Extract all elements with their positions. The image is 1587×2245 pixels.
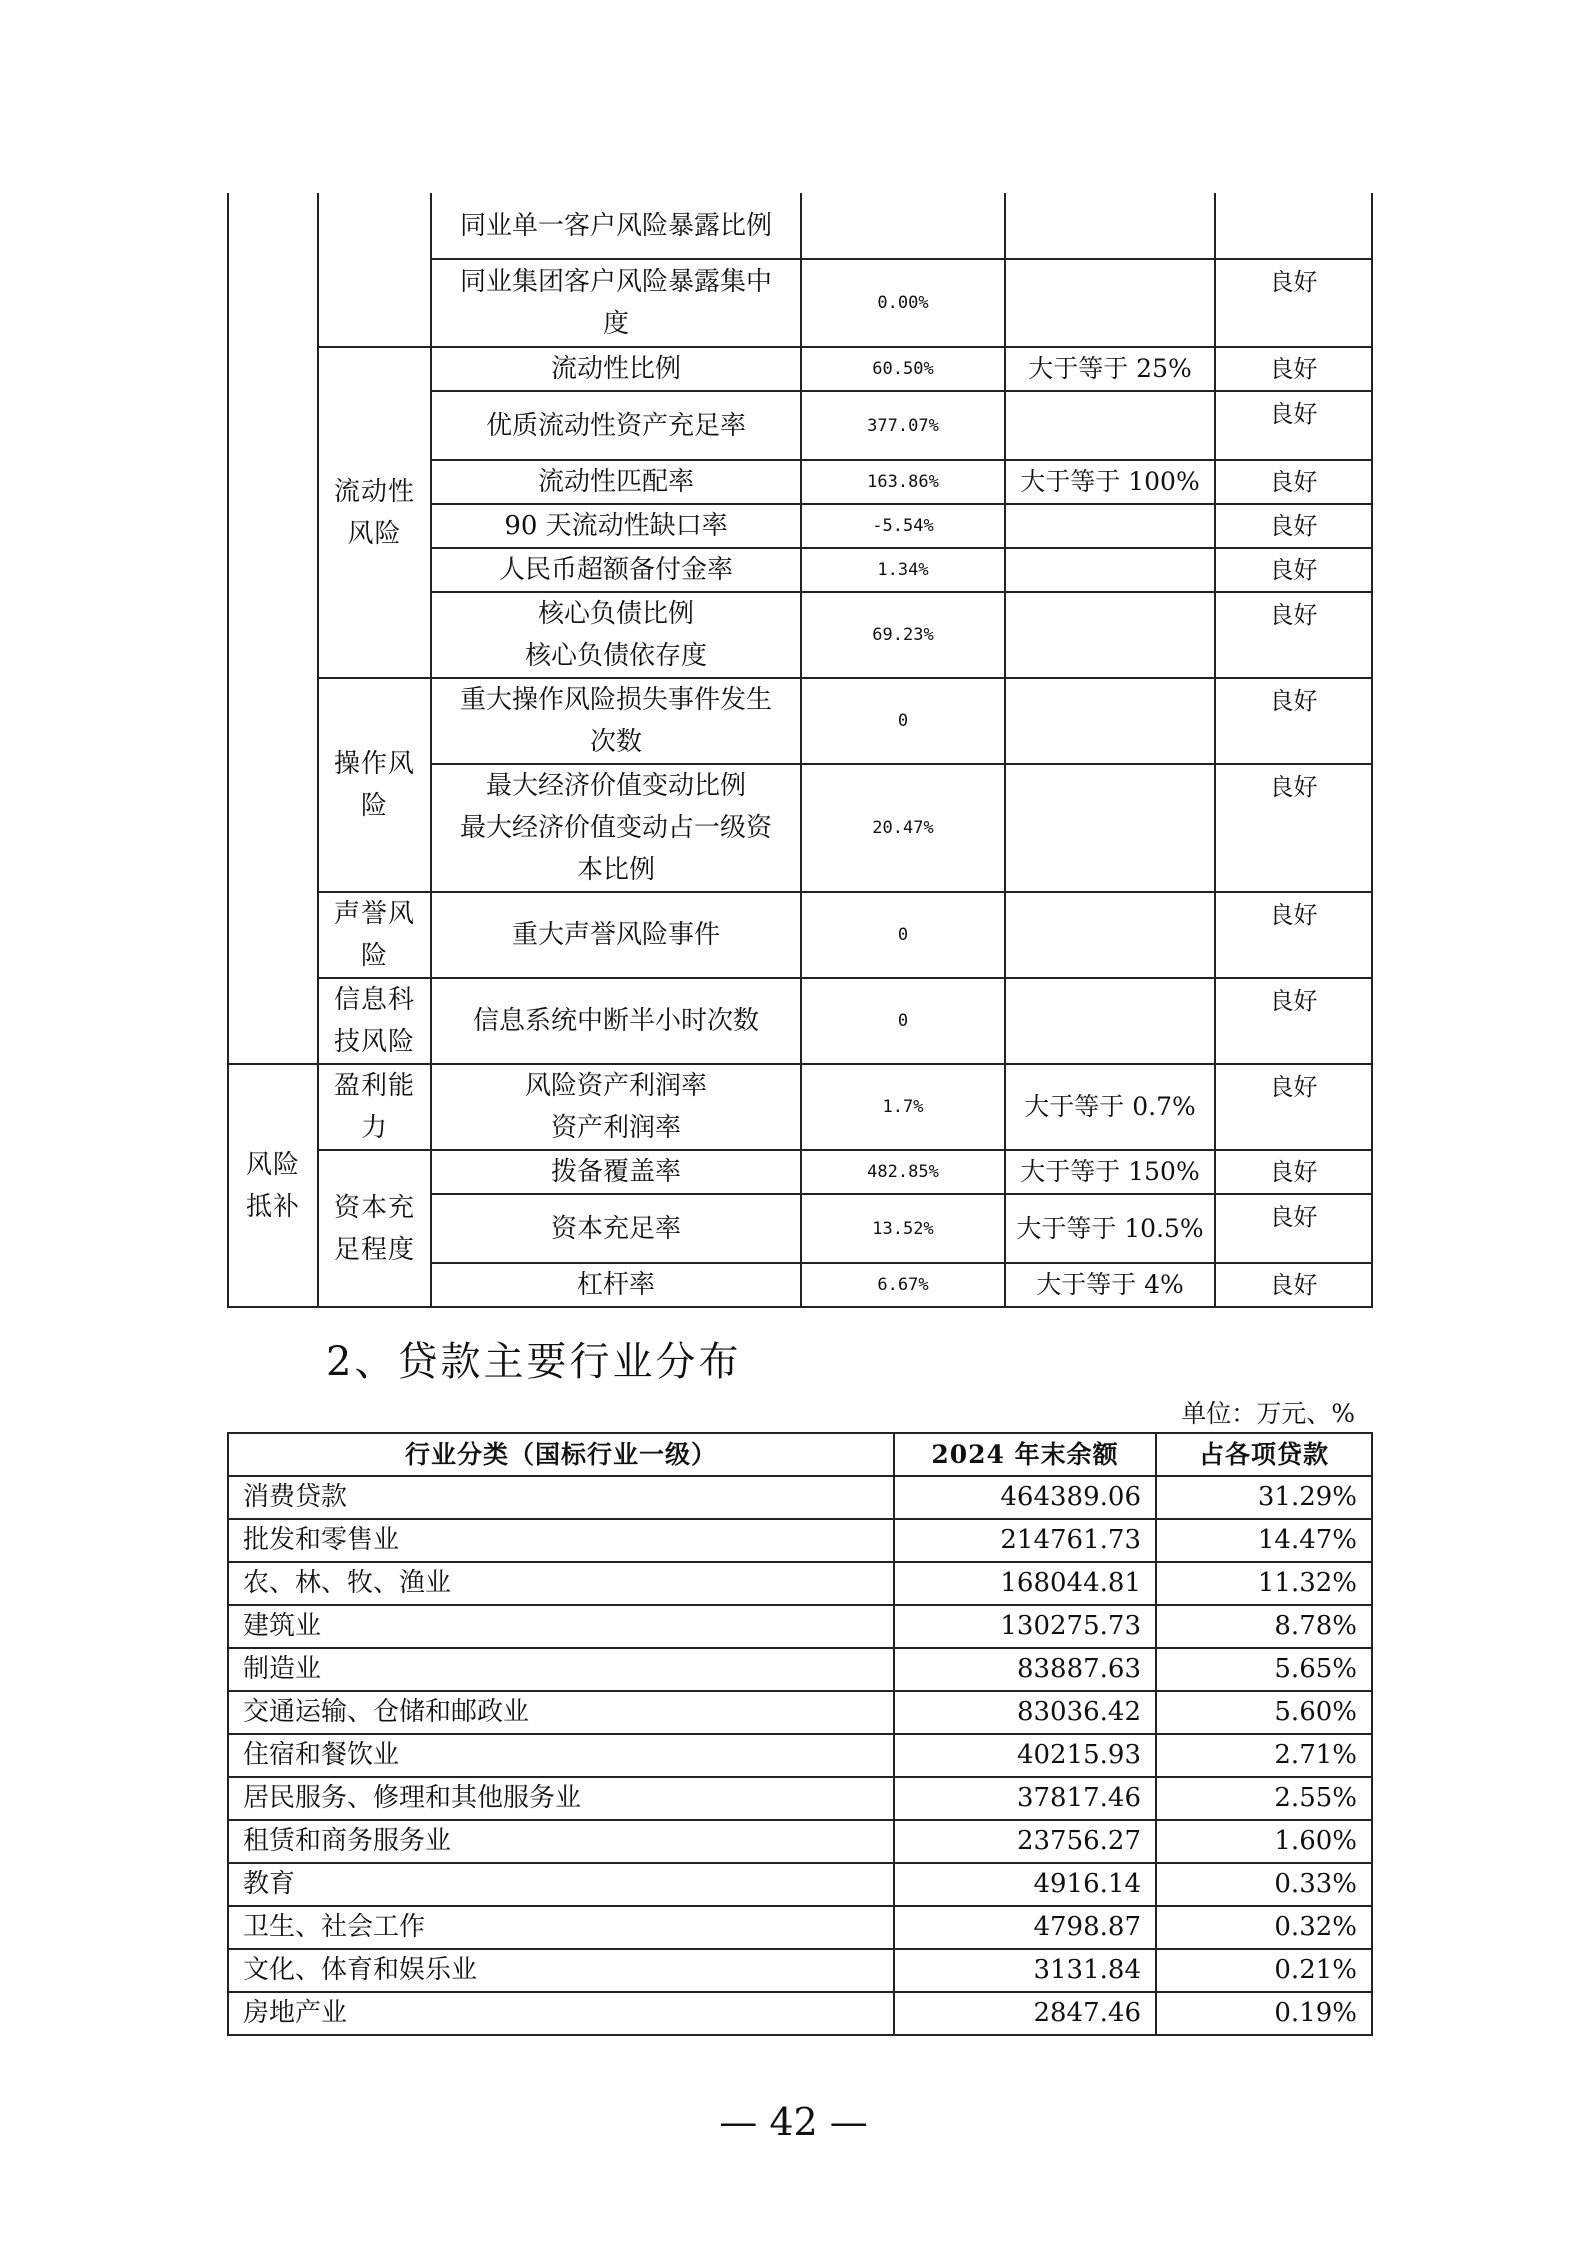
column-header: 2024 年末余额 [894,1433,1156,1476]
value-cell: 13.52% [801,1194,1005,1263]
share-cell: 14.47% [1156,1519,1372,1562]
amount-cell: 40215.93 [894,1734,1156,1777]
value-cell: 20.47% [801,764,1005,892]
group-cell: 风险抵补 [228,1064,318,1307]
indicator-cell: 90 天流动性缺口率 [431,504,801,548]
evaluation-cell: 良好 [1215,548,1372,592]
value-cell: 0.00% [801,259,1005,347]
table-row [228,1734,1372,1777]
evaluation-cell: 良好 [1215,347,1372,391]
requirement-cell: 大于等于 10.5% [1005,1194,1215,1263]
amount-cell: 4916.14 [894,1863,1156,1906]
table-row [228,193,1372,259]
evaluation-cell: 良好 [1215,391,1372,460]
category-cell-blank [318,193,431,347]
value-cell [801,193,1005,259]
amount-cell: 3131.84 [894,1949,1156,1992]
value-cell: 482.85% [801,1150,1005,1194]
table-row [228,892,1372,978]
table-row [228,1064,1372,1150]
industry-loan-table [227,1432,1373,2036]
category-cell: 盈利能力 [318,1064,431,1150]
value-cell: 6.67% [801,1263,1005,1307]
industry-name-cell: 消费贷款 [228,1476,894,1519]
table-row [228,1863,1372,1906]
category-cell: 信息科技风险 [318,978,431,1064]
requirement-cell: 大于等于 0.7% [1005,1064,1215,1150]
table-row [228,1150,1372,1194]
indicator-cell: 杠杆率 [431,1263,801,1307]
column-header: 占各项贷款 [1156,1433,1372,1476]
requirement-cell [1005,678,1215,764]
requirement-cell [1005,391,1215,460]
evaluation-cell: 良好 [1215,592,1372,678]
share-cell: 1.60% [1156,1820,1372,1863]
amount-cell: 83887.63 [894,1648,1156,1691]
table-row [228,1992,1372,2035]
table-row [228,347,1372,391]
evaluation-cell: 良好 [1215,504,1372,548]
requirement-cell [1005,592,1215,678]
industry-name-cell: 交通运输、仓储和邮政业 [228,1691,894,1734]
value-cell: -5.54% [801,504,1005,548]
group-cell-blank [228,193,318,1064]
requirement-cell [1005,892,1215,978]
amount-cell: 37817.46 [894,1777,1156,1820]
evaluation-cell [1215,193,1372,259]
industry-name-cell: 教育 [228,1863,894,1906]
amount-cell: 4798.87 [894,1906,1156,1949]
evaluation-cell: 良好 [1215,678,1372,764]
category-cell: 操作风险 [318,678,431,892]
indicator-cell [431,764,801,892]
value-cell: 1.7% [801,1064,1005,1150]
industry-name-cell: 文化、体育和娱乐业 [228,1949,894,1992]
table-row [228,1949,1372,1992]
indicator-cell [431,1064,801,1150]
indicator-cell: 人民币超额备付金率 [431,548,801,592]
industry-name-cell: 批发和零售业 [228,1519,894,1562]
evaluation-cell: 良好 [1215,1150,1372,1194]
table-row [228,1777,1372,1820]
value-cell: 0 [801,678,1005,764]
indicator-line: 核心负债依存度 [524,641,707,671]
industry-name-cell: 住宿和餐饮业 [228,1734,894,1777]
indicator-cell: 同业集团客户风险暴露集中度 [431,259,801,347]
table-row [228,1820,1372,1863]
evaluation-cell: 良好 [1215,1064,1372,1150]
table-row [228,1648,1372,1691]
amount-cell: 214761.73 [894,1519,1156,1562]
indicator-cell: 资本充足率 [431,1194,801,1263]
share-cell: 8.78% [1156,1605,1372,1648]
requirement-cell [1005,978,1215,1064]
page-number: — 42 — [719,2100,868,2144]
indicator-cell: 流动性比例 [431,347,801,391]
requirement-cell [1005,259,1215,347]
value-cell: 1.34% [801,548,1005,592]
industry-name-cell: 制造业 [228,1648,894,1691]
indicator-cell: 优质流动性资产充足率 [431,391,801,460]
table-row [228,1562,1372,1605]
risk-indicator-table [227,193,1373,1308]
evaluation-cell: 良好 [1215,460,1372,504]
share-cell: 2.55% [1156,1777,1372,1820]
evaluation-cell: 良好 [1215,259,1372,347]
value-cell: 0 [801,978,1005,1064]
share-cell: 11.32% [1156,1562,1372,1605]
amount-cell: 168044.81 [894,1562,1156,1605]
industry-name-cell: 建筑业 [228,1605,894,1648]
indicator-line: 最大经济价值变动比例 [485,771,746,801]
evaluation-cell: 良好 [1215,978,1372,1064]
column-header: 行业分类（国标行业一级） [228,1433,894,1476]
amount-cell: 23756.27 [894,1820,1156,1863]
amount-cell: 464389.06 [894,1476,1156,1519]
share-cell: 0.19% [1156,1992,1372,2035]
table-row [228,978,1372,1064]
indicator-cell: 同业单一客户风险暴露比例 [431,193,801,259]
share-cell: 31.29% [1156,1476,1372,1519]
table-row [228,1519,1372,1562]
table-row [228,1605,1372,1648]
unit-note: 单位：万元、% [1181,1399,1355,1428]
indicator-cell: 拨备覆盖率 [431,1150,801,1194]
table-header-row [228,1433,1372,1476]
table-row [228,1906,1372,1949]
evaluation-cell: 良好 [1215,892,1372,978]
amount-cell: 83036.42 [894,1691,1156,1734]
indicator-line: 核心负债比例 [537,599,694,629]
indicator-cell [431,592,801,678]
value-cell: 60.50% [801,347,1005,391]
value-cell: 377.07% [801,391,1005,460]
indicator-cell: 重大操作风险损失事件发生次数 [431,678,801,764]
requirement-cell: 大于等于 150% [1005,1150,1215,1194]
industry-name-cell: 卫生、社会工作 [228,1906,894,1949]
value-cell: 163.86% [801,460,1005,504]
evaluation-cell: 良好 [1215,764,1372,892]
requirement-cell: 大于等于 100% [1005,460,1215,504]
table-row [228,678,1372,764]
requirement-cell [1005,764,1215,892]
indicator-cell: 流动性匹配率 [431,460,801,504]
amount-cell: 2847.46 [894,1992,1156,2035]
requirement-cell [1005,193,1215,259]
requirement-cell: 大于等于 25% [1005,347,1215,391]
requirement-cell [1005,548,1215,592]
section-heading: 2、贷款主要行业分布 [326,1339,742,1385]
amount-cell: 130275.73 [894,1605,1156,1648]
indicator-cell: 信息系统中断半小时次数 [431,978,801,1064]
indicator-line: 资产利润率 [550,1113,681,1143]
industry-name-cell: 居民服务、修理和其他服务业 [228,1777,894,1820]
share-cell: 0.33% [1156,1863,1372,1906]
evaluation-cell: 良好 [1215,1194,1372,1263]
table-row [228,1476,1372,1519]
value-cell: 69.23% [801,592,1005,678]
category-cell: 声誉风险 [318,892,431,978]
indicator-line: 风险资产利润率 [524,1071,707,1101]
indicator-line: 最大经济价值变动占一级资本比例 [459,813,772,885]
requirement-cell [1005,504,1215,548]
share-cell: 0.32% [1156,1906,1372,1949]
category-cell: 流动性风险 [318,347,431,678]
share-cell: 2.71% [1156,1734,1372,1777]
evaluation-cell: 良好 [1215,1263,1372,1307]
industry-name-cell: 房地产业 [228,1992,894,2035]
share-cell: 5.65% [1156,1648,1372,1691]
requirement-cell: 大于等于 4% [1005,1263,1215,1307]
industry-name-cell: 农、林、牧、渔业 [228,1562,894,1605]
category-cell: 资本充足程度 [318,1150,431,1307]
share-cell: 0.21% [1156,1949,1372,1992]
indicator-cell: 重大声誉风险事件 [431,892,801,978]
industry-name-cell: 租赁和商务服务业 [228,1820,894,1863]
table-row [228,1691,1372,1734]
share-cell: 5.60% [1156,1691,1372,1734]
value-cell: 0 [801,892,1005,978]
